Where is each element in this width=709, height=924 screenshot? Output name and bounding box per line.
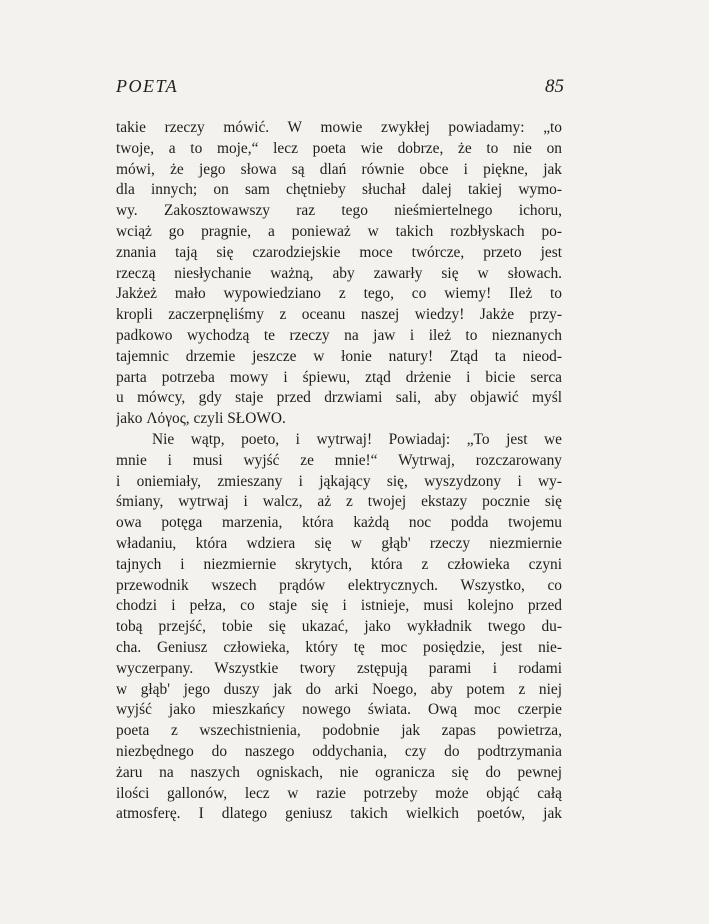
text-line: przewodnik wszech prądów elektrycznych. Wszystko, co xyxy=(116,576,562,594)
text-line: tajnych i niezmiernie skrytych, która z człowieka czyni xyxy=(116,555,562,573)
text-line: znania tają się czarodziejskie moce twórcze, przeto jest xyxy=(116,243,562,261)
text-line: owa potęga marzenia, która każdą noc podda twojemu xyxy=(116,514,562,532)
text-line: tobą przejść, tobie się ukazać, jako wykładnik twego du- xyxy=(116,618,562,636)
text-line: mówi, że jego słowa są dlań równie obce i piękne, jak xyxy=(116,160,562,178)
text-line: parta potrzeba mowy i śpiewu, ztąd drżenie i bicie serca xyxy=(116,368,562,386)
text-line: twoje, a to moje,“ lecz poeta wie dobrze, że to nie on xyxy=(116,139,562,157)
text-line: Jakżeż mało wypowiedziano z tego, co wiemy! Ileż to xyxy=(116,285,562,303)
text-line: Nie wątp, poeto, i wytrwaj! Powiadaj: „To jest we xyxy=(152,430,562,448)
text-line: wy. Zakosztowawszy raz tego nieśmiertelnego ichoru, xyxy=(116,202,562,220)
body-text xyxy=(116,118,562,825)
text-line: dla innych; on sam chętnieby słuchał dalej takiej wymo- xyxy=(116,181,562,199)
text-line: wciąż go pragnie, a ponieważ w takich rozbłyskach po- xyxy=(116,222,562,240)
text-line: niezbędnego do naszego oddychania, czy do podtrzymania xyxy=(116,742,562,760)
text-line: ilości gallonów, lecz w razie potrzeby może objąć całą xyxy=(116,784,562,802)
text-line: śmiany, wytrwaj i walcz, aż z twojej ekstazy pocznie się xyxy=(116,493,562,511)
text-line: tajemnic drzemie jeszcze w łonie natury! Ztąd ta nieod- xyxy=(116,347,562,365)
paragraph-2 xyxy=(116,430,562,825)
text-line: w głąb' jego duszy jak do arki Noego, aby potem z niej xyxy=(116,680,562,698)
paragraph-1 xyxy=(116,118,562,430)
text-line: żaru na naszych ogniskach, nie ogranicza się do pewnej xyxy=(116,763,562,781)
text-line: i oniemiały, zmieszany i jąkający się, wyszydzony i wy- xyxy=(116,472,562,490)
page-number: 85 xyxy=(545,76,564,97)
text-line: padkowo wychodzą te rzeczy na jaw i ileż to nieznanych xyxy=(116,326,562,344)
text-line: mnie i musi wyjść ze mnie!“ Wytrwaj, rozczarowany xyxy=(116,451,562,469)
text-line: cha. Geniusz człowieka, który tę moc posiędzie, jest nie- xyxy=(116,638,562,656)
running-header-title: POETA xyxy=(116,76,179,96)
text-line: poeta z wszechistnienia, podobnie jak zapas powietrza, xyxy=(116,722,562,740)
text-line: władaniu, która wdziera się w głąb' rzeczy niezmiernie xyxy=(116,534,562,552)
text-line: wyczerpany. Wszystkie twory zstępują parami i rodami xyxy=(116,659,562,677)
text-line: u mówcy, gdy staje przed drzwiami sali, aby objawić myśl xyxy=(116,389,562,407)
text-line: kropli zaczerpnęliśmy z oceanu naszej wiedzy! Jakże przy- xyxy=(116,306,562,324)
text-line: rzeczą niesłychanie ważną, aby zawarły się w słowach. xyxy=(116,264,562,282)
text-line: wyjść jako mieszkańcy nowego świata. Ową moc czerpie xyxy=(116,701,562,719)
text-line: takie rzeczy mówić. W mowie zwykłej powiadamy: „to xyxy=(116,119,562,136)
text-line: chodzi i pełza, co staje się i istnieje, musi kolejno przed xyxy=(116,597,562,615)
text-line: jako Λόγος, czyli SŁOWO. xyxy=(116,410,286,428)
text-line: atmosferę. I dlatego geniusz takich wielkich poetów, jak xyxy=(116,805,562,823)
